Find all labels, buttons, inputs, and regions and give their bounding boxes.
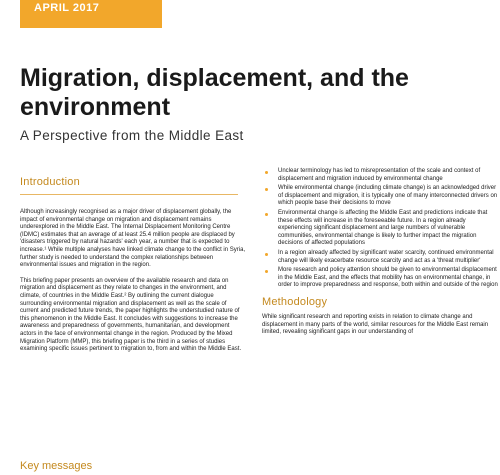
key-message-text: While environmental change (including climate change) is an acknowledged driver of displacement and migration, it is typically one of many interconnected drivers on which people base their decisions to move [278, 185, 498, 207]
bullet-icon [265, 188, 268, 191]
key-message-text: Environmental change is affecting the Middle East and predictions indicate that these effects will increase in the foreseeable future. In a region already experiencing significant displacement and large numbers of vulnerable communities, environmental change is likely to further impact the migration decisions of affected populations [278, 209, 488, 247]
bullet-icon [265, 253, 268, 256]
list-item [262, 250, 500, 265]
methodology-paragraph: While significant research and reporting exists in relation to climate change and displacement in many parts of the world, similar resources for the Middle East remain limited, revealing significant gaps in our understanding of [262, 313, 489, 336]
key-message-text: More research and policy attention should be given to environmental displacement in the Middle East, and the effects that mobility has on environmental change, in order to improve preparedness and response, both within and outside of the region [278, 267, 498, 289]
bullet-icon [265, 213, 268, 216]
introduction-paragraph-2: This briefing paper presents an overview of the available research and data on migration and displacement as they relate to changes in the environment, and climate, of countries in the Middle East.² By outlining the current dialogue surrounding environmental migration and displacement as well as the scale of current and predicted future trends, the paper highlights the understudied nature of this phenomenon in the Middle East. It concludes with suggestions to increase the awareness and preparedness of governments, humanitarian, and development actors in the face of environmental change in the region. Produced by the Mixed Migration Platform (MMP), this briefing paper is the third in a series of studies examining specific issues pertinent to migration to, from and within the Middle East. [20, 277, 242, 353]
right-column [262, 168, 500, 345]
key-message-text: In a region already affected by significant water scarcity, continued environmental change will likely exacerbate resource scarcity and act as a 'threat multiplier' [278, 249, 494, 264]
list-item [262, 168, 500, 183]
list-item [262, 185, 500, 208]
list-item [262, 210, 500, 248]
page-subtitle: A Perspective from the Middle East [20, 128, 244, 143]
bullet-icon [265, 270, 268, 273]
heading-rule [20, 194, 238, 195]
introduction-paragraph-1: Although increasingly recognised as a major driver of displacement globally, the impact of environmental change on migration and displacement remains underexplored in the Middle East. The Internal Displacement Monitoring Centre (IDMC) estimates that an average of at least 25.4 million people are displaced by 'disasters triggered by natural hazards' each year, a number that is expected to increase.¹ While multiple analyses have linked climate change to the conflict in Syria, further study is needed to understand the complex relationships between environmental issues and migration in the region. [20, 209, 246, 269]
key-messages-heading: Key messages [20, 460, 93, 472]
introduction-heading: Introduction [20, 176, 80, 188]
key-messages-list [262, 168, 500, 290]
page-title: Migration, displacement, and the environment [20, 64, 409, 121]
key-message-text: Unclear terminology has led to misrepresentation of the scale and context of displacement and migration induced by environmental change [278, 168, 481, 182]
methodology-section [262, 296, 500, 337]
left-column [20, 176, 246, 362]
list-item [262, 267, 500, 290]
bullet-icon [265, 171, 268, 174]
date-tag: APRIL 2017 [20, 0, 162, 28]
methodology-heading: Methodology [262, 295, 328, 308]
